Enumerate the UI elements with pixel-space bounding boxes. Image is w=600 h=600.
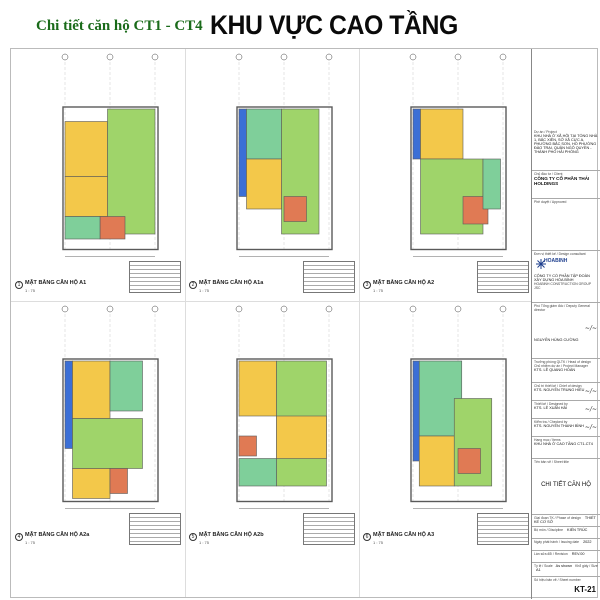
- tb-sheet-number: Số hiệu bản vẽ / Sheet number KT-21: [534, 578, 596, 594]
- plan-scale: 1 : 75: [199, 288, 210, 293]
- signature-mark: ~/~: [584, 388, 597, 395]
- grid-bubble: [107, 54, 113, 60]
- plan-scale: 1 : 75: [25, 288, 36, 293]
- tb-client: Chủ đầu tư / Client CÔNG TY CỔ PHẦN THÁI HOLDINGS: [532, 171, 600, 199]
- plan-number-bubble: 2: [189, 281, 197, 289]
- plan-scale: 1 : 75: [25, 540, 36, 545]
- tb-phase: Giai đoạn TK / Phase of design THIẾT KẾ CƠ SỞ: [532, 515, 600, 527]
- grid-bubble: [281, 54, 287, 60]
- drawing-sheet: [10, 48, 598, 598]
- room-facade: [413, 109, 421, 159]
- room-wc: [100, 217, 125, 240]
- floor-plan-a2b: [185, 301, 359, 553]
- tb-scale-size: Tỷ lệ / Scale As shown Khổ giấy / Size A1: [532, 563, 600, 577]
- tb-chief-designer: Chủ trì thiết kế / Chief of design KTS. NGUYỄN TRUNG HIẾU ~/~: [532, 383, 600, 401]
- plan-number-bubble: 6: [363, 533, 371, 541]
- table-row: [130, 538, 180, 542]
- grid-bubble: [236, 306, 242, 312]
- plan-title: MẶT BẰNG CĂN HỘ A2a: [25, 532, 90, 538]
- grid-bubble: [410, 54, 416, 60]
- grid-bubble: [455, 54, 461, 60]
- room-area-table: [129, 261, 181, 293]
- page-subtitle: Chi tiết căn hộ CT1 - CT4: [36, 18, 203, 34]
- table-row: [304, 538, 354, 542]
- company-logo: HOABINH: [534, 256, 598, 274]
- grid-bubble: [326, 306, 332, 312]
- room-bedroom: [73, 361, 111, 419]
- grid-bubble: [281, 306, 287, 312]
- tb-items: Hạng mục / Items KHU NHÀ Ở CAO TẦNG CT1-CT4: [532, 437, 600, 459]
- plan-number-bubble: 5: [189, 533, 197, 541]
- room-living: [108, 109, 156, 234]
- plan-title: MẶT BẰNG CĂN HỘ A1: [25, 280, 87, 286]
- title-block: [531, 49, 599, 599]
- plan-title: MẶT BẰNG CĂN HỘ A3: [373, 532, 435, 538]
- room-area-table: [303, 261, 355, 293]
- plan-scale: 1 : 75: [199, 540, 210, 545]
- floor-plan-a1a: [185, 49, 359, 301]
- room-kitchen: [110, 361, 143, 411]
- room-bedroom: [421, 109, 464, 159]
- tb-project-manager: Trưởng phòng QLTK / Head of design Chủ nhiệm dự án / Project Manager KTS. LÊ QUANG HOÀN: [532, 359, 600, 383]
- tb-checker: Kiểm tra / Checked by KTS. NGUYỄN THANH BÌNH ~/~: [532, 419, 600, 437]
- room-wc: [110, 469, 128, 494]
- signature-mark: ~/~: [584, 424, 597, 431]
- room-kitchen: [483, 159, 501, 209]
- room-area-table: [303, 513, 355, 545]
- tb-discipline: Bộ môn / Discipline KIẾN TRÚC: [532, 527, 600, 539]
- plan-drawing: [359, 49, 533, 269]
- table-row: [478, 538, 528, 542]
- room-kitchen: [247, 109, 282, 159]
- signature-mark: ~/~: [584, 325, 597, 332]
- grid-bubble: [236, 54, 242, 60]
- room-bedroom: [239, 361, 277, 416]
- plan-drawing: [11, 301, 185, 521]
- room-area-table: [477, 261, 529, 293]
- room-area-table: [129, 513, 181, 545]
- plan-number-bubble: 3: [363, 281, 371, 289]
- room-facade: [413, 361, 419, 461]
- room-wc: [458, 449, 481, 474]
- tb-approved: Phê duyệt / Approved: [532, 199, 600, 251]
- grid-bubble: [410, 306, 416, 312]
- room-facade: [65, 361, 73, 449]
- plan-drawing: [11, 49, 185, 269]
- plan-scale: 1 : 75: [373, 540, 384, 545]
- room-bedroom: [73, 469, 111, 499]
- floor-plan-a2: [359, 49, 533, 301]
- grid-bubble: [500, 306, 506, 312]
- plan-title: MẶT BẰNG CĂN HỘ A1a: [199, 280, 264, 286]
- tb-revision: Lần sửa đổi / Revision REV.00: [532, 551, 600, 563]
- grid-bubble: [107, 306, 113, 312]
- room-area-table: [477, 513, 529, 545]
- signature-mark: ~/~: [584, 406, 597, 413]
- plan-scale: 1 : 75: [373, 288, 384, 293]
- grid-bubble: [152, 54, 158, 60]
- plan-title: MẶT BẰNG CĂN HỘ A2: [373, 280, 435, 286]
- room-bedroom: [65, 122, 108, 177]
- room-bedroom: [247, 159, 282, 209]
- tb-project: Dự án / Project KHU NHÀ Ở XÃ HỘI TẠI TỔNG NHÀ 1, BẮC XIÊN, SỞ XÃ CỰC A, PHƯỜNG BẮC SƠN, HỒ PHƯỜNG ĐÀO TRẠI, QUẬN NGÔ QUYỀN - THÀNH PHỐ HẢI PHÒNG: [532, 129, 600, 171]
- plan-number-bubble: 1: [15, 281, 23, 289]
- grid-bubble: [152, 306, 158, 312]
- room-wc: [239, 436, 257, 456]
- table-row: [478, 286, 528, 290]
- room-bedroom: [65, 177, 108, 217]
- plan-title: MẶT BẰNG CĂN HỘ A2b: [199, 532, 264, 538]
- grid-bubble: [326, 54, 332, 60]
- room-living: [73, 419, 143, 469]
- plan-drawing: [185, 301, 359, 521]
- page-header: [0, 0, 600, 48]
- floor-plan-a1: [11, 49, 185, 301]
- tb-designer: Thiết kế / Designed by KTS. LÊ XUÂN HẢI ~/~: [532, 401, 600, 419]
- grid-bubble: [455, 306, 461, 312]
- tb-date: Ngày phát hành / Issuing date 2022: [532, 539, 600, 551]
- floor-plan-a3: [359, 301, 533, 553]
- floor-plan-a2a: [11, 301, 185, 553]
- room-kitchen: [239, 459, 277, 487]
- plan-drawing: [359, 301, 533, 521]
- tb-sheet-title: Tên bản vẽ / Sheet title CHI TIẾT CĂN HỘ: [532, 459, 600, 515]
- plan-number-bubble: 4: [15, 533, 23, 541]
- table-row: [304, 286, 354, 290]
- tb-design-consultant: Đơn vị thiết kế / Design consultant HOABINH CÔNG TY CỔ PHẦN TẬP ĐOÀN XÂY DỰNG HÒA BÌNH HOABINH CONSTRUCTION GROUP JSC: [532, 251, 600, 303]
- tb-deputy-director: Phó Tổng giám đốc / Deputy General director ~/~ NGUYỄN HÙNG CƯỜNG: [532, 303, 600, 359]
- room-bedroom: [419, 436, 454, 486]
- table-row: [130, 286, 180, 290]
- plan-drawing: [185, 49, 359, 269]
- grid-bubble: [500, 54, 506, 60]
- room-wc: [284, 197, 307, 222]
- room-bedroom: [277, 416, 327, 459]
- page-title: KHU VỰC CAO TẦNG: [210, 10, 458, 40]
- room-kitchen: [65, 217, 100, 240]
- grid-bubble: [62, 306, 68, 312]
- room-facade: [239, 109, 247, 197]
- grid-bubble: [62, 54, 68, 60]
